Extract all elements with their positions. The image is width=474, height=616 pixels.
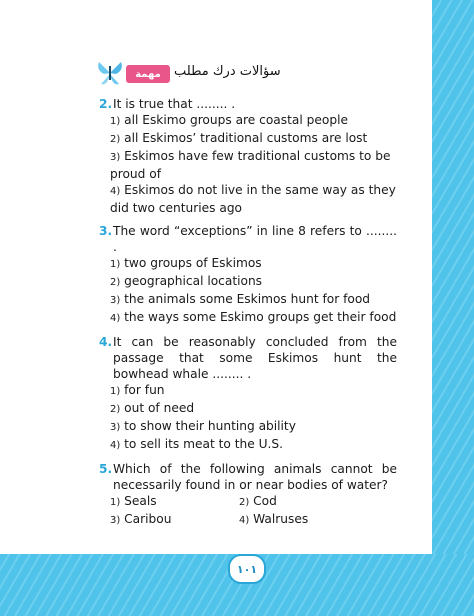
question-number: 2. (99, 97, 113, 111)
option: 2) all Eskimos’ traditional customs are lost (110, 131, 368, 145)
option: 3) to show their hunting ability (110, 419, 296, 433)
question-stem: It can be reasonably concluded from the passage that some Eskimos hunt the bowhead whale ........ . (113, 335, 397, 381)
option: 2) geographical locations (110, 274, 263, 288)
question-2 (99, 96, 397, 216)
question-number: 3. (99, 224, 113, 238)
option: 4) Eskimos do not live in the same way as they did two centuries ago (110, 183, 396, 215)
option: 2) out of need (110, 401, 195, 415)
option-grid (110, 493, 397, 529)
option: 3) Caribou (110, 512, 172, 526)
question-stem: Which of the following animals cannot be necessarily found in or near bodies of water? (113, 462, 397, 492)
option: 2) Cod (239, 494, 277, 508)
right-decorative-bar (432, 0, 474, 616)
page-number: ١٠١ (228, 554, 266, 584)
question-stem: It is true that ........ . (113, 97, 236, 111)
option: 1) all Eskimo groups are coastal people (110, 113, 348, 127)
question-list (99, 96, 397, 536)
option: 1) for fun (110, 383, 165, 397)
option: 1) two groups of Eskimos (110, 256, 262, 270)
question-5 (99, 461, 397, 529)
question-stem: The word “exceptions” in line 8 refers to ........ . (113, 224, 397, 254)
page-header (96, 58, 336, 88)
question-3 (99, 223, 397, 327)
question-4 (99, 334, 397, 454)
option: 3) Eskimos have few traditional customs to be proud of (110, 149, 391, 181)
header-title: سؤالات درك مطلب (174, 64, 281, 79)
option: 3) the animals some Eskimos hunt for food (110, 292, 371, 306)
question-number: 4. (99, 335, 113, 349)
logo: مهمة (126, 65, 170, 83)
question-number: 5. (99, 462, 113, 476)
option: 4) to sell its meat to the U.S. (110, 437, 284, 451)
option: 4) Walruses (239, 512, 309, 526)
option: 1) Seals (110, 494, 157, 508)
butterfly-icon (96, 58, 124, 88)
option: 4) the ways some Eskimo groups get their food (110, 310, 397, 324)
